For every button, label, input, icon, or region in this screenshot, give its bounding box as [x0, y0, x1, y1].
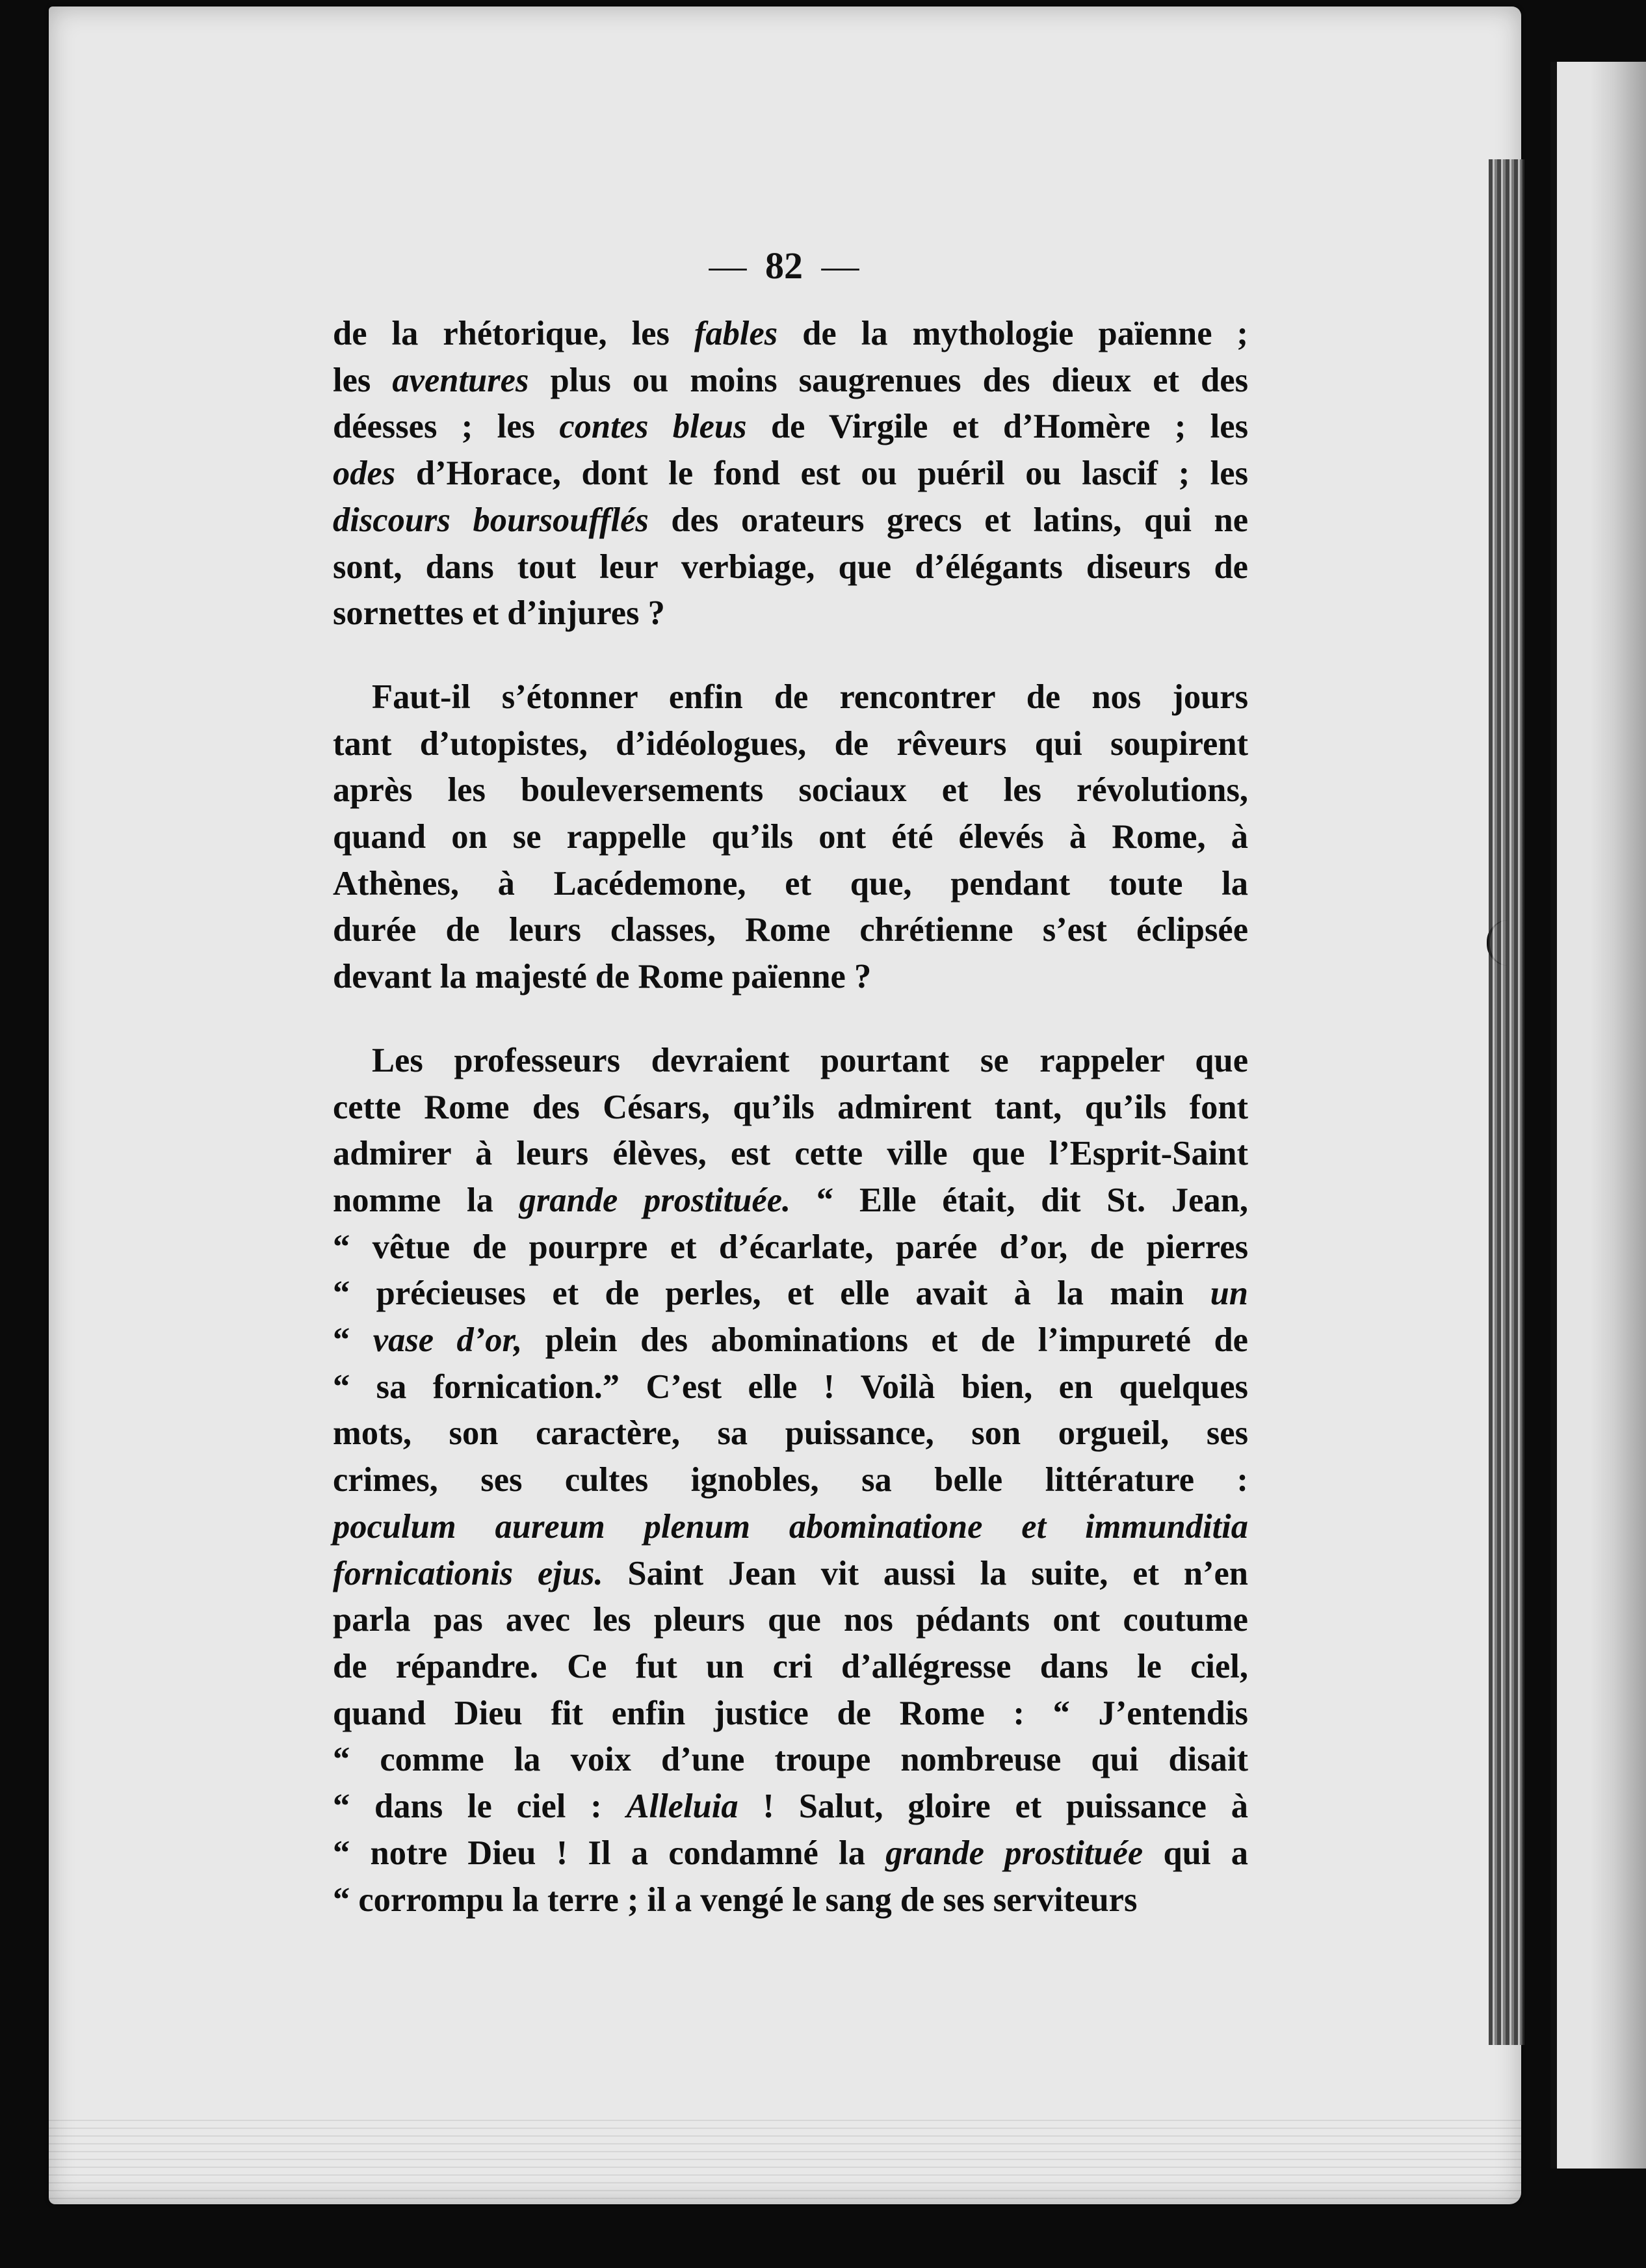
- text-line: [333, 1038, 1248, 1085]
- text-run: sornettes et d’injures ?: [333, 594, 665, 633]
- text-run: déesses ; les: [333, 408, 560, 446]
- text-line: [333, 1504, 1248, 1551]
- text-line: [333, 861, 1248, 908]
- text-line: [333, 1224, 1248, 1271]
- text-line: [333, 451, 1248, 497]
- text-line: [333, 954, 1248, 1001]
- text-run: crimes, ses cultes ignobles, sa belle littérature :: [333, 1461, 1248, 1499]
- text-line: [333, 1877, 1248, 1924]
- text-run: admirer à leurs élèves, est cette ville que l’Esprit-Saint: [333, 1135, 1248, 1173]
- text-run: “ notre Dieu ! Il a condamné la: [333, 1834, 886, 1872]
- text-run: qui a: [1143, 1834, 1249, 1872]
- text-line: [333, 814, 1248, 861]
- text-run: Athènes, à Lacédemone, et que, pendant toute la: [333, 864, 1248, 903]
- text-line: [333, 497, 1248, 544]
- text-line: [333, 1551, 1248, 1598]
- text-line: [333, 1364, 1248, 1411]
- text-line: [333, 590, 1248, 637]
- italic-text-run: fornicationis ejus.: [333, 1554, 603, 1592]
- text-run: ! Salut, gloire et puissance à: [738, 1787, 1248, 1826]
- text-run: plus ou moins saugrenues des dieux et des: [529, 361, 1249, 399]
- italic-text-run: grande prostituée.: [519, 1181, 791, 1219]
- text-line: [333, 1317, 1248, 1364]
- body-text: [333, 311, 1248, 1923]
- page-number-value: 82: [765, 244, 803, 287]
- text-run: Les professeurs devraient pourtant se rappeler que: [372, 1041, 1248, 1079]
- text-run: Saint Jean vit aussi la suite, et n’en: [603, 1554, 1249, 1592]
- italic-text-run: Alleluia: [626, 1787, 738, 1826]
- text-run: “ dans le ciel :: [333, 1787, 627, 1826]
- text-run: tant d’utopistes, d’idéologues, de rêveurs qui soupirent: [333, 724, 1248, 763]
- text-line: [333, 767, 1248, 814]
- text-run: Faut-il s’étonner enfin de rencontrer de nos jours: [372, 678, 1248, 716]
- text-run: les: [333, 361, 393, 399]
- text-line: [333, 1178, 1248, 1224]
- text-run: de la rhétorique, les: [333, 315, 694, 352]
- italic-text-run: discours boursoufflés: [333, 501, 649, 539]
- text-line: [333, 1644, 1248, 1691]
- text-line: [333, 1271, 1248, 1317]
- text-run: quand Dieu fit enfin justice de Rome : “ J’entendis: [333, 1694, 1248, 1732]
- paragraph: [333, 311, 1248, 637]
- text-run: “ Elle était, dit St. Jean,: [790, 1181, 1248, 1219]
- text-run: “: [333, 1321, 373, 1360]
- text-run: d’Horace, dont le fond est ou puéril ou lascif ; les: [395, 455, 1248, 493]
- text-run: “ sa fornication.” C’est elle ! Voilà bien, en quelques: [333, 1367, 1248, 1406]
- italic-text-run: grande prostituée: [885, 1834, 1143, 1872]
- text-line: [333, 1830, 1248, 1877]
- text-run: “ précieuses et de perles, et elle avait à la main: [333, 1274, 1210, 1313]
- italic-text-run: aventures: [392, 361, 529, 399]
- text-run: de la mythologie païenne ;: [777, 315, 1248, 352]
- paragraph: [333, 674, 1248, 1001]
- text-run: cette Rome des Césars, qu’ils admirent tant, qu’ils font: [333, 1088, 1248, 1126]
- text-line: [333, 1784, 1248, 1830]
- adjacent-page-edge: [1550, 62, 1646, 2169]
- text-run: sont, dans tout leur verbiage, que d’élégants diseurs de: [333, 547, 1248, 586]
- text-line: [333, 358, 1248, 404]
- text-run: “ corrompu la terre ; il a vengé le sang de ses serviteurs: [333, 1880, 1138, 1919]
- text-run: “ comme la voix d’une troupe nombreuse qui disait: [333, 1741, 1248, 1779]
- italic-text-run: contes bleus: [559, 408, 747, 446]
- text-run: quand on se rappelle qu’ils ont été élevés à Rome, à: [333, 818, 1248, 856]
- page-number-dash-left: —: [709, 244, 747, 287]
- page-number-dash-right: —: [821, 244, 859, 287]
- paragraph: [333, 1038, 1248, 1923]
- text-line: [333, 1597, 1248, 1644]
- text-run: plein des abominations et de l’impureté de: [522, 1321, 1248, 1360]
- text-run: “ vêtue de pourpre et d’écarlate, parée d’or, de pierres: [333, 1228, 1248, 1266]
- text-line: [333, 1691, 1248, 1737]
- page-number: [0, 244, 1607, 287]
- text-line: [333, 404, 1248, 451]
- text-run: mots, son caractère, sa puissance, son orgueil, ses: [333, 1414, 1248, 1453]
- text-run: des orateurs grecs et latins, qui ne: [648, 501, 1248, 539]
- text-run: de Virgile et d’Homère ; les: [746, 408, 1248, 446]
- italic-text-run: vase d’or,: [372, 1321, 523, 1360]
- text-line: [333, 1410, 1248, 1457]
- italic-text-run: poculum aureum plenum abominatione et immunditia: [333, 1507, 1248, 1546]
- text-line: [333, 1737, 1248, 1784]
- text-line: [333, 544, 1248, 591]
- text-run: devant la majesté de Rome païenne ?: [333, 958, 872, 996]
- text-line: [333, 721, 1248, 768]
- text-line: [333, 311, 1248, 358]
- text-run: de répandre. Ce fut un cri d’allégresse dans le ciel,: [333, 1647, 1248, 1685]
- page-stack-edge: [1489, 159, 1524, 2045]
- text-run: parla pas avec les pleurs que nos pédants ont coutume: [333, 1601, 1248, 1639]
- italic-text-run: un: [1210, 1274, 1248, 1313]
- text-run: après les bouleversements sociaux et les révolutions,: [333, 771, 1248, 810]
- italic-text-run: fables: [694, 315, 778, 352]
- text-line: [333, 1457, 1248, 1504]
- text-line: [333, 674, 1248, 721]
- text-run: nomme la: [333, 1181, 519, 1219]
- italic-text-run: odes: [333, 455, 396, 493]
- text-line: [333, 907, 1248, 954]
- text-run: durée de leurs classes, Rome chrétienne s’est éclipsée: [333, 911, 1248, 949]
- text-line: [333, 1131, 1248, 1178]
- text-line: [333, 1085, 1248, 1131]
